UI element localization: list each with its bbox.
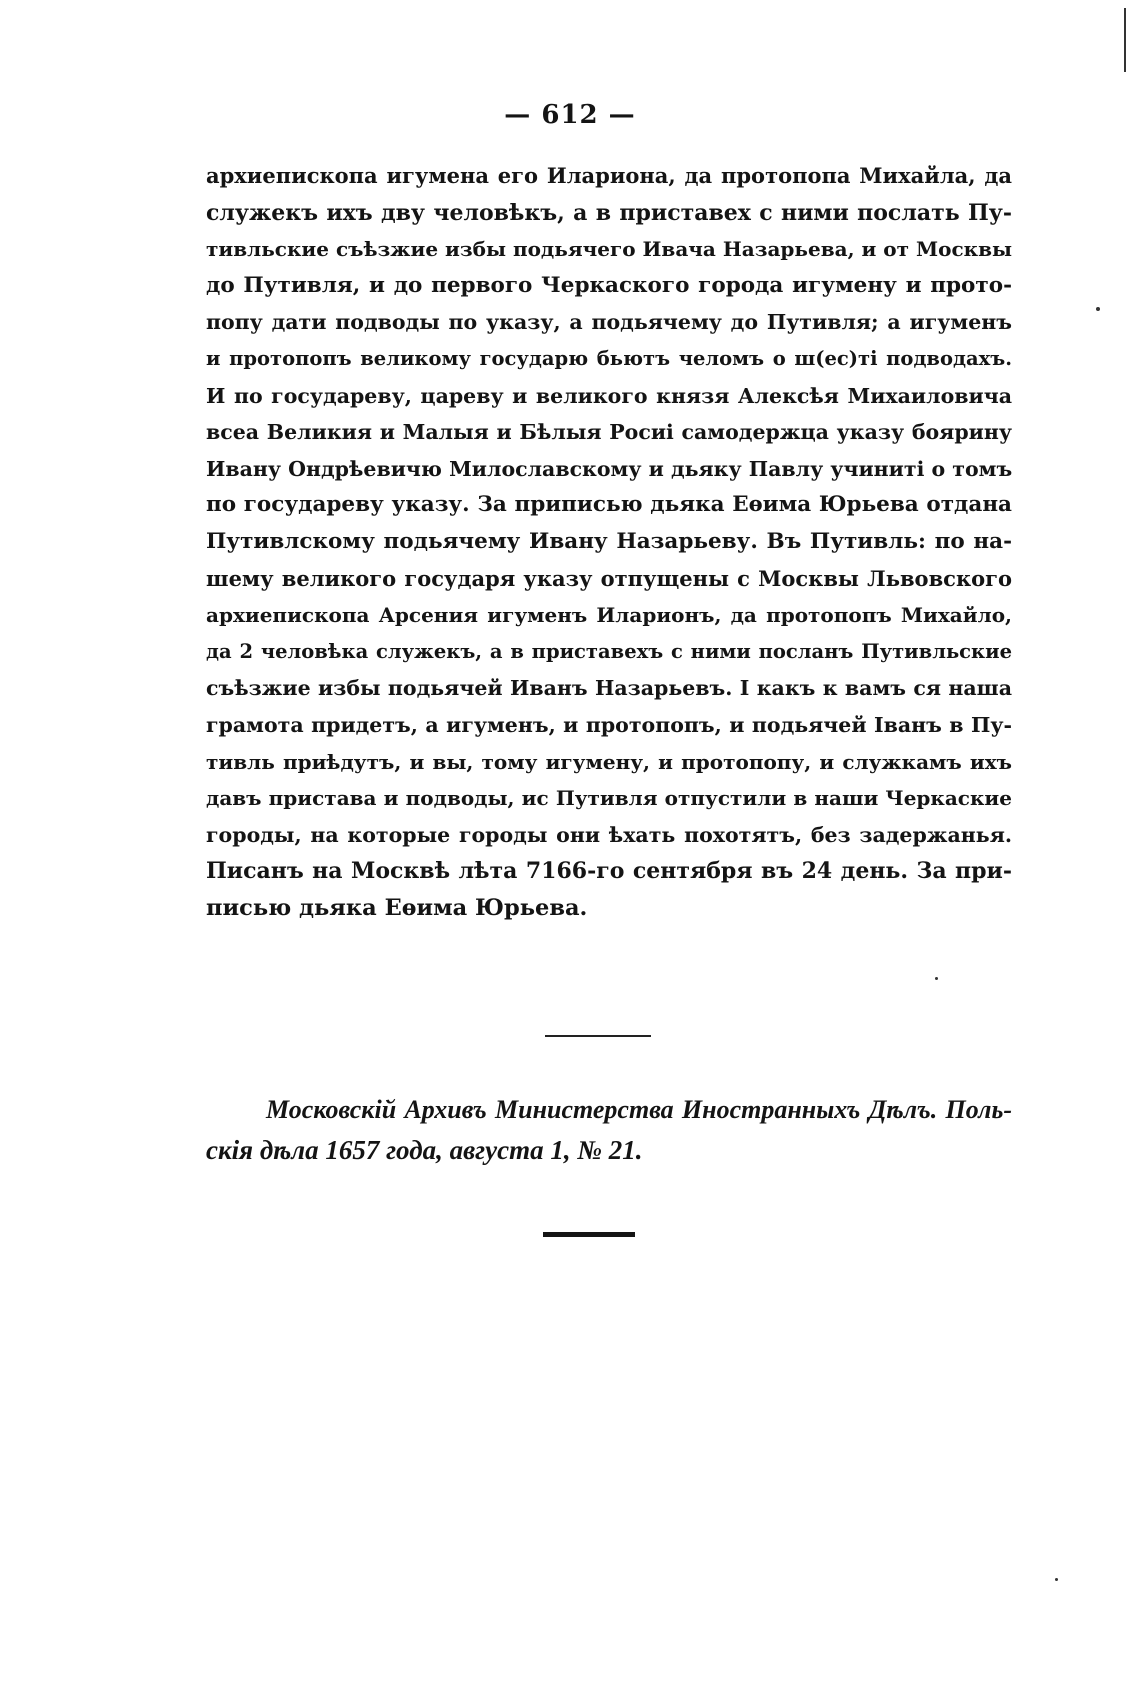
text-line: по государеву указу. За приписью дьяка Еѳима Юрьева отдана bbox=[206, 492, 1012, 518]
archive-citation bbox=[206, 1090, 1012, 1170]
scan-edge-mark bbox=[1124, 8, 1126, 72]
text-line: писью дьяка Еѳима Юрьева. bbox=[206, 894, 588, 921]
body-text bbox=[206, 158, 1012, 926]
scan-speck bbox=[1055, 1578, 1058, 1581]
text-line: давъ пристава и подводы, ис Путивля отпустили в наши Черкаские bbox=[206, 786, 1012, 811]
text-line: тивль приѣдутъ, и вы, тому игумену, и протопопу, и служкамъ ихъ bbox=[206, 749, 1012, 774]
section-divider bbox=[545, 1035, 651, 1037]
text-line: да 2 человѣка служекъ, а в приставехъ с ними посланъ Путивльские bbox=[206, 639, 1012, 663]
text-line: тивльские съѣзжие избы подьячего Ивача Назарьева, и от Москвы bbox=[206, 237, 1013, 262]
text-line: Писанъ на Москвѣ лѣта 7166-го сентября въ 24 день. За при- bbox=[206, 858, 1012, 885]
text-line: Ивану Ондрѣевичю Милославскому и дьяку Павлу учиниті о томъ bbox=[206, 456, 1013, 481]
citation-line: Московскій Архивъ Министерства Иностранныхъ Дѣлъ. Поль- bbox=[266, 1095, 1012, 1124]
text-line: Путивлскому подьячему Ивану Назарьеву. Въ Путивль: по на- bbox=[206, 528, 1012, 554]
text-line: служекъ ихъ дву человѣкъ, а в приставех с ними послать Пу- bbox=[206, 199, 1012, 226]
text-line: И по государеву, цареву и великого князя Алексѣя Михаиловича bbox=[206, 383, 1012, 408]
text-line: и протопопъ великому государю бьютъ челомъ о ш(ес)ті подводахъ. bbox=[206, 346, 1012, 370]
text-line: городы, на которые городы они ѣхать похотятъ, без задержанья. bbox=[206, 822, 1012, 847]
page-number: — 612 — bbox=[504, 100, 636, 130]
citation-line: скія дѣла 1657 года, августа 1, № 21. bbox=[206, 1135, 643, 1165]
text-line: съѣзжие избы подьячей Иванъ Назарьевъ. І какъ к вамъ ся наша bbox=[206, 676, 1012, 701]
text-line: архиепископа игумена его Илариона, да протопопа Михайла, да bbox=[206, 163, 1012, 188]
text-line: шему великого государя указу отпущены с Москвы Львовского bbox=[206, 565, 1012, 591]
text-line: до Путивля, и до первого Черкаского города игумену и прото- bbox=[206, 272, 1012, 298]
text-line: грамота придетъ, а игуменъ, и протопопъ, и подьячей Іванъ в Пу- bbox=[206, 712, 1012, 737]
scan-speck bbox=[1096, 307, 1100, 311]
text-line: архиепископа Арсения игуменъ Иларионъ, да протопопъ Михайло, bbox=[206, 603, 1012, 628]
text-line: попу дати подводы по указу, а подьячему до Путивля; а игуменъ bbox=[206, 310, 1012, 335]
text-line: всеа Великия и Малыя и Бѣлыя Росиі самодержца указу боярину bbox=[206, 420, 1012, 445]
end-rule bbox=[543, 1232, 635, 1237]
scan-speck bbox=[935, 977, 938, 980]
